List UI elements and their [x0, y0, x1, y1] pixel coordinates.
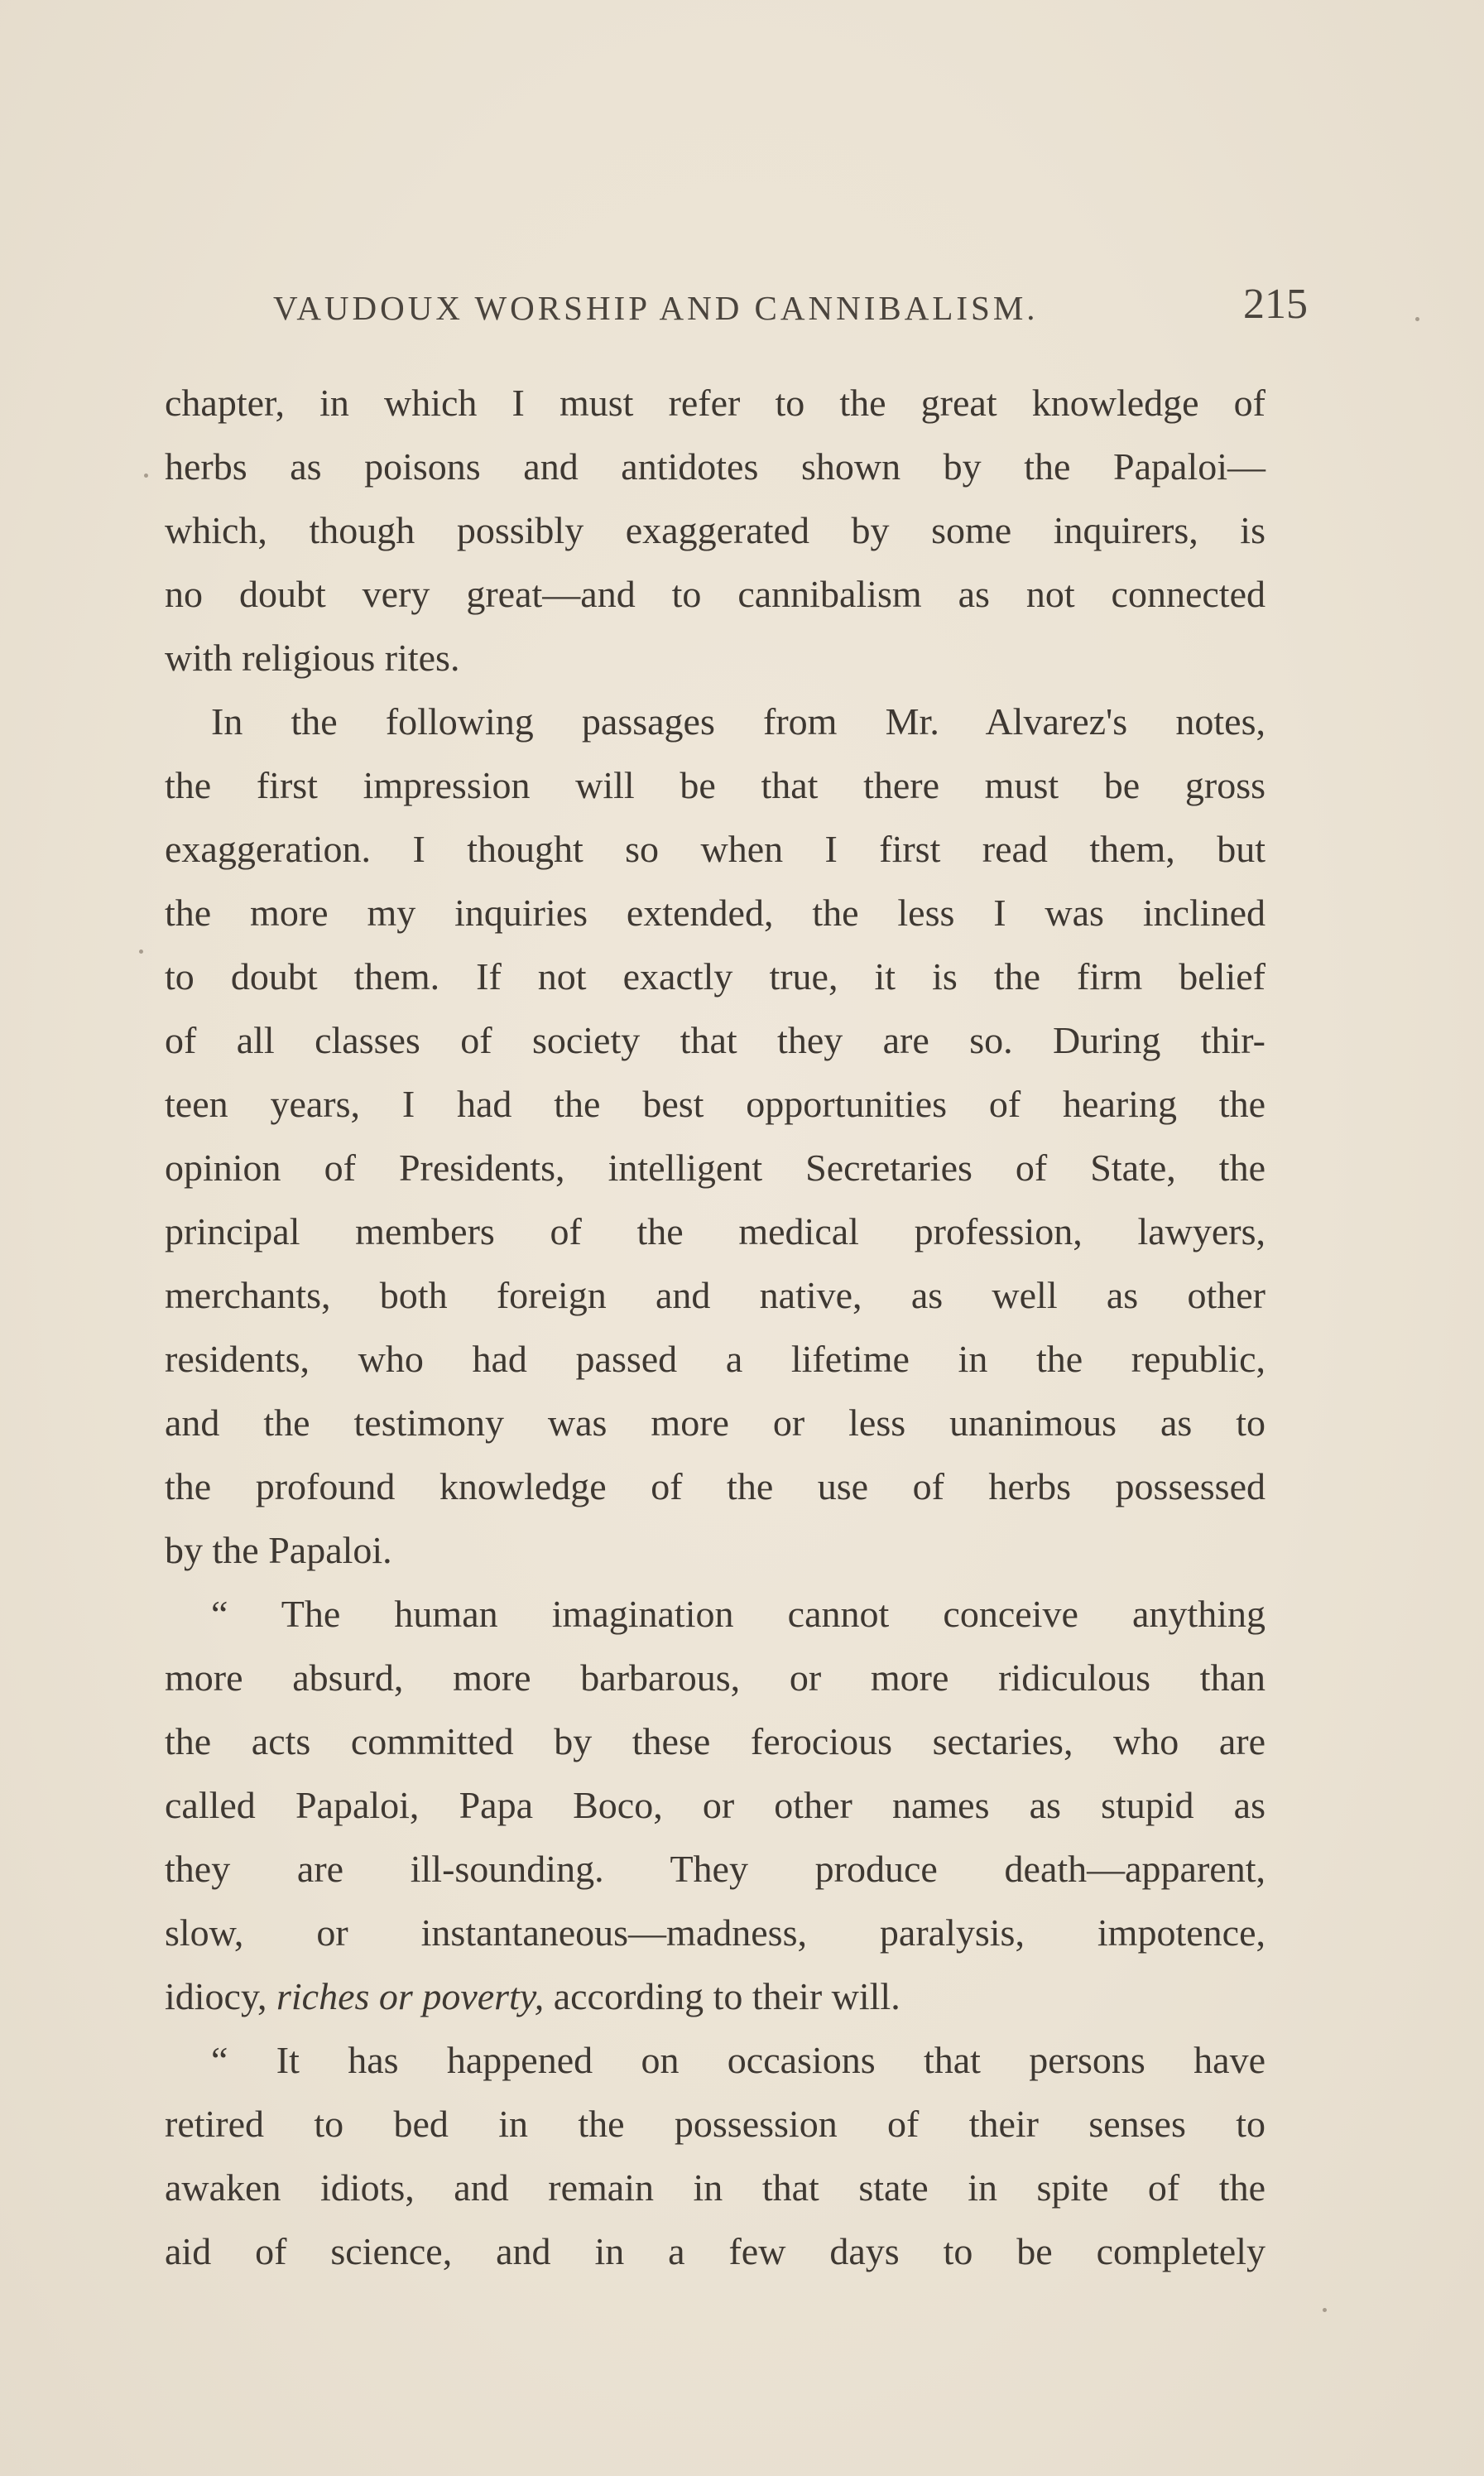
text-line: and the testimony was more or less unanimous as to: [165, 1401, 1265, 1444]
paragraph-start-line: “ It has happened on occasions that persons have: [211, 2039, 1265, 2081]
text-line: called Papaloi, Papa Boco, or other names as stupid as: [165, 1784, 1265, 1826]
text-line: with religious rites.: [165, 637, 460, 679]
text-line: of all classes of society that they are so. During thir-: [165, 1019, 1265, 1061]
text-line: awaken idiots, and remain in that state in spite of the: [165, 2166, 1265, 2209]
text-line: to doubt them. If not exactly true, it is the firm belief: [165, 955, 1265, 998]
text-line: merchants, both foreign and native, as well as other: [165, 1274, 1265, 1316]
text-line: which, though possibly exaggerated by some inquirers, is: [165, 509, 1265, 551]
paragraph-start-line: “ The human imagination cannot conceive anything: [211, 1593, 1265, 1635]
body-text: [165, 371, 1265, 2283]
text-line: exaggeration. I thought so when I first read them, but: [165, 828, 1265, 870]
paper-speck: [139, 950, 143, 954]
page-header: [273, 280, 1308, 338]
text-line: the more my inquiries extended, the less I was inclined: [165, 892, 1265, 934]
text-line: no doubt very great—and to cannibalism as not connected: [165, 573, 1265, 615]
italic-phrase: riches or poverty,: [276, 1975, 545, 2017]
text-line: the first impression will be that there must be gross: [165, 764, 1265, 806]
text-segment: idiocy,: [165, 1975, 267, 2017]
text-line: residents, who had passed a lifetime in the republic,: [165, 1338, 1265, 1380]
text-line: they are ill-sounding. They produce death—apparent,: [165, 1848, 1265, 1890]
text-line: aid of science, and in a few days to be completely: [165, 2230, 1265, 2272]
text-line: chapter, in which I must refer to the great knowledge of: [165, 382, 1265, 424]
text-line: [165, 1964, 1265, 2028]
text-line: herbs as poisons and antidotes shown by the Papaloi—: [165, 445, 1265, 488]
paper-speck: [1323, 2308, 1327, 2312]
text-line: slow, or instantaneous—madness, paralysis, impotence,: [165, 1911, 1265, 1954]
text-line: the profound knowledge of the use of herbs possessed: [165, 1465, 1265, 1507]
running-head: VAUDOUX WORSHIP AND CANNIBALISM.: [273, 289, 1039, 327]
text-line: principal members of the medical profession, lawyers,: [165, 1210, 1265, 1252]
text-line: the acts committed by these ferocious sectaries, who are: [165, 1720, 1265, 1762]
text-line: teen years, I had the best opportunities of hearing the: [165, 1083, 1265, 1125]
text-segment: according to their will.: [553, 1975, 900, 2017]
text-line: opinion of Presidents, intelligent Secretaries of State, the: [165, 1147, 1265, 1189]
paragraph-start-line: In the following passages from Mr. Alvarez's notes,: [211, 700, 1265, 743]
page-number: 215: [1243, 281, 1308, 328]
text-line: by the Papaloi.: [165, 1529, 392, 1571]
paper-speck: [144, 474, 148, 478]
text-line: more absurd, more barbarous, or more ridiculous than: [165, 1656, 1265, 1699]
paper-speck: [1415, 317, 1419, 321]
text-line: retired to bed in the possession of their senses to: [165, 2103, 1265, 2145]
